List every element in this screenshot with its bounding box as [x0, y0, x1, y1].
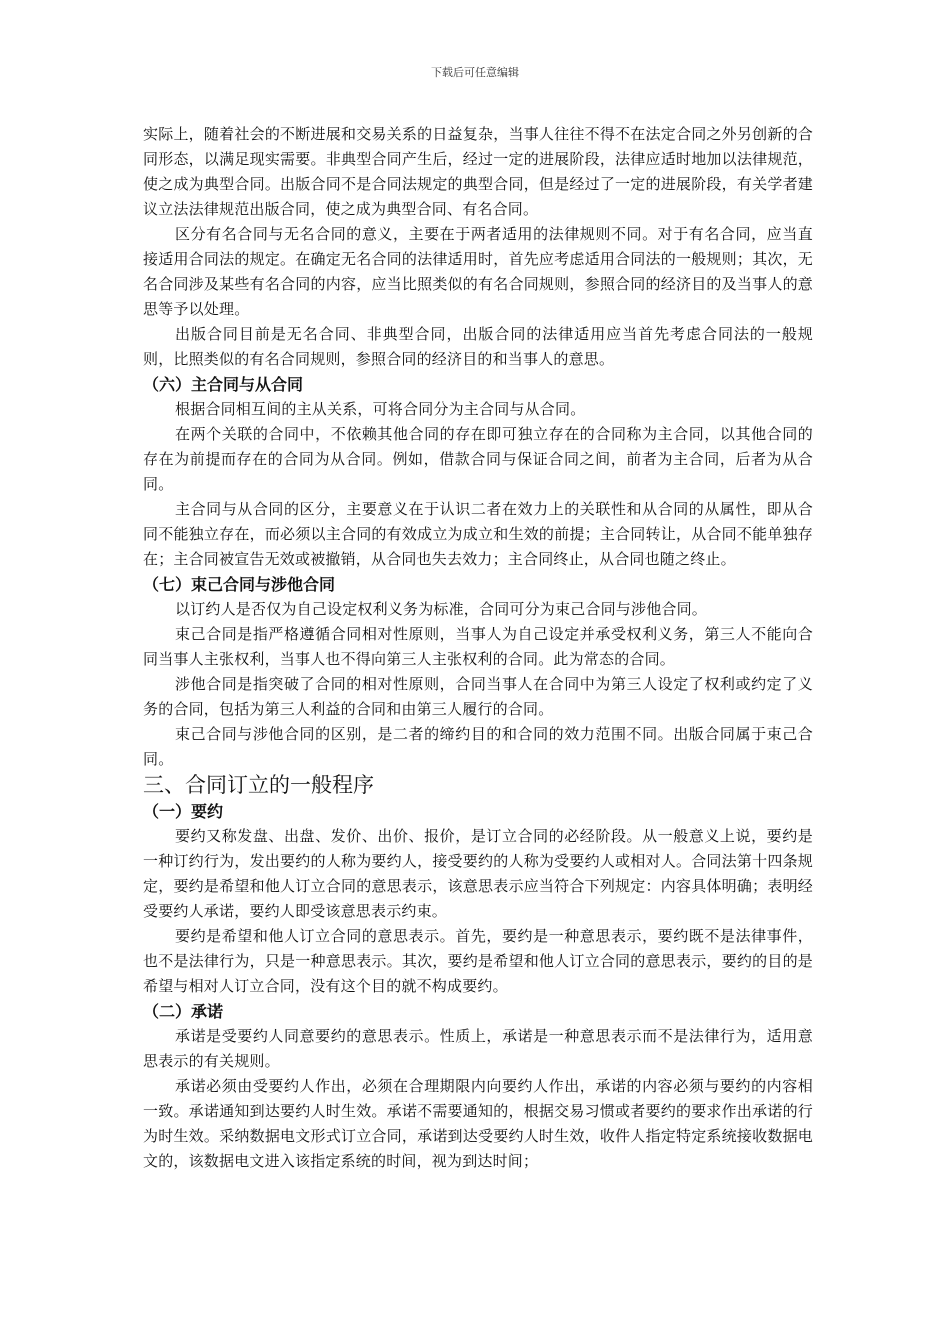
paragraph: 主合同与从合同的区分，主要意义在于认识二者在效力上的关联性和从合同的从属性，即从合同不能独立存在，而必须以主合同的有效成立为成立和生效的前提；主合同转让，从合同不能单独存在；主合同被宣告无效或被撤销，从合同也失去效力；主合同终止，从合同也随之终止。: [143, 500, 813, 568]
paragraph: 以订约人是否仅为自己设定权利义务为标准，合同可分为束己合同与涉他合同。: [175, 600, 708, 618]
section-heading: （七）束己合同与涉他合同: [143, 575, 336, 594]
document-body: [143, 122, 813, 1174]
paragraph: 承诺必须由受要约人作出，必须在合理期限内向要约人作出，承诺的内容必须与要约的内容相一致。承诺通知到达要约人时生效。承诺不需要通知的，根据交易习惯或者要约的要求作出承诺的行为时生效。采纳数据电文形式订立合同，承诺到达受要约人时生效，收件人指定特定系统接收数据电文的，该数据电文进入该指定系统的时间，视为到达时间；: [143, 1077, 813, 1170]
section-heading: （二）承诺: [143, 1002, 224, 1021]
page-header: 下载后可任意编辑: [431, 66, 519, 79]
section-heading: （六）主合同与从合同: [143, 375, 304, 394]
paragraph: 在两个关联的合同中，不依赖其他合同的存在即可独立存在的合同称为主合同，以其他合同的存在为前提而存在的合同为从合同。例如，借款合同与保证合同之间，前者为主合同，后者为从合同。: [143, 425, 813, 493]
paragraph: 涉他合同是指突破了合同的相对性原则，合同当事人在合同中为第三人设定了权利或约定了义务的合同，包括为第三人利益的合同和由第三人履行的合同。: [143, 675, 813, 718]
paragraph: 要约又称发盘、出盘、发价、出价、报价，是订立合同的必经阶段。从一般意义上说，要约是一种订约行为，发出要约的人称为要约人，接受要约的人称为受要约人或相对人。合同法第十四条规定，要约是希望和他人订立合同的意思表示，该意思表示应当符合下列规定：内容具体明确；表明经受要约人承诺，要约人即受该意思表示约束。: [143, 827, 813, 920]
paragraph: 区分有名合同与无名合同的意义，主要在于两者适用的法律规则不同。对于有名合同，应当直接适用合同法的规定。在确定无名合同的法律适用时，首先应考虑适用合同法的一般规则；其次，无名合同涉及某些有名合同的内容，应当比照类似的有名合同规则，参照合同的经济目的及当事人的意思等予以处理。: [143, 225, 813, 318]
paragraph: 根据合同相互间的主从关系，可将合同分为主合同与从合同。: [175, 400, 586, 418]
paragraph: 要约是希望和他人订立合同的意思表示。首先，要约是一种意思表示，要约既不是法律事件，也不是法律行为，只是一种意思表示。其次，要约是希望和他人订立合同的意思表示，要约的目的是希望与相对人订立合同，没有这个目的就不构成要约。: [143, 927, 813, 995]
paragraph: 束己合同与涉他合同的区别，是二者的缔约目的和合同的效力范围不同。出版合同属于束己合同。: [143, 725, 813, 768]
paragraph: 出版合同目前是无名合同、非典型合同，出版合同的法律适用应当首先考虑合同法的一般规则，比照类似的有名合同规则，参照合同的经济目的和当事人的意思。: [143, 325, 813, 368]
chapter-heading: 三、合同订立的一般程序: [143, 773, 374, 797]
paragraph: 承诺是受要约人同意要约的意思表示。性质上，承诺是一种意思表示而不是法律行为，适用意思表示的有关规则。: [143, 1027, 813, 1070]
paragraph: 实际上，随着社会的不断进展和交易关系的日益复杂，当事人往往不得不在法定合同之外另创新的合同形态，以满足现实需要。非典型合同产生后，经过一定的进展阶段，法律应适时地加以法律规范，使之成为典型合同。出版合同不是合同法规定的典型合同，但是经过了一定的进展阶段，有关学者建议立法法律规范出版合同，使之成为典型合同、有名合同。: [143, 125, 813, 218]
section-heading: （一）要约: [143, 802, 224, 821]
paragraph: 束己合同是指严格遵循合同相对性原则，当事人为自己设定并承受权利义务，第三人不能向合同当事人主张权利，当事人也不得向第三人主张权利的合同。此为常态的合同。: [143, 625, 813, 668]
